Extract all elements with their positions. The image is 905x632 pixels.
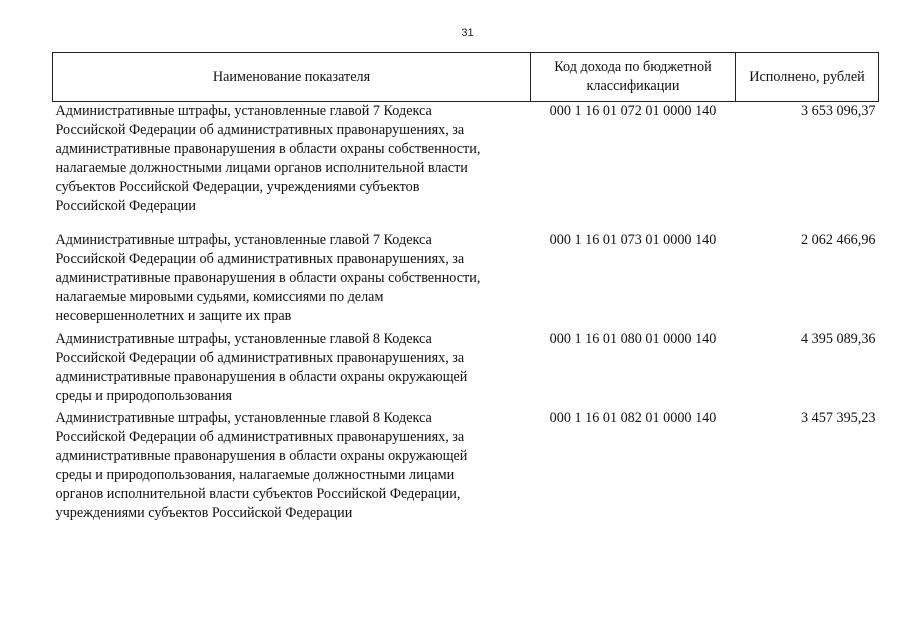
indicator-name-cell xyxy=(53,102,531,232)
revenue-code-cell: 000 1 16 01 080 01 0000 140 xyxy=(549,331,717,347)
table-row xyxy=(53,330,879,409)
budget-revenue-table xyxy=(52,52,879,523)
indicator-name-line: административные правонарушения в области охраны собственности, xyxy=(55,141,481,157)
header-executed-amount: Исполнено, рублей xyxy=(736,53,879,102)
indicator-name-line: органов исполнительной власти субъектов Российской Федерации, xyxy=(55,486,461,502)
indicator-name-line: Административные штрафы, установленные главой 8 Кодекса xyxy=(55,331,432,347)
executed-amount-cell: 3 457 395,23 xyxy=(801,410,876,426)
executed-amount-cell: 2 062 466,96 xyxy=(801,232,876,248)
revenue-code-cell: 000 1 16 01 072 01 0000 140 xyxy=(549,103,717,119)
header-indicator-name: Наименование показателя xyxy=(53,53,531,102)
revenue-code-cell: 000 1 16 01 073 01 0000 140 xyxy=(549,232,717,248)
indicator-name-line: налагаемые должностными лицами органов исполнительной власти xyxy=(55,160,468,176)
page-number: 31 xyxy=(461,27,474,39)
indicator-name-line: Российской Федерации об административных правонарушениях, за xyxy=(55,251,465,267)
indicator-name-line: административные правонарушения в области охраны собственности, xyxy=(55,270,481,286)
indicator-name-line: Административные штрафы, установленные главой 7 Кодекса xyxy=(55,103,432,119)
indicator-name-line: среды и природопользования, налагаемые должностными лицами xyxy=(55,467,455,483)
table-row xyxy=(53,409,879,523)
indicator-name-line: административные правонарушения в области охраны окружающей xyxy=(55,369,468,385)
indicator-name-line: субъектов Российской Федерации, учреждениями субъектов xyxy=(55,179,420,195)
indicator-name-line: среды и природопользования xyxy=(55,388,232,404)
indicator-name-cell xyxy=(53,330,531,409)
table-header-row xyxy=(53,53,879,102)
indicator-name-line: Российской Федерации xyxy=(55,198,196,214)
indicator-name-line: Российской Федерации об административных правонарушениях, за xyxy=(55,350,465,366)
table-row xyxy=(53,102,879,232)
table-row xyxy=(53,231,879,330)
executed-amount-cell: 4 395 089,36 xyxy=(801,331,876,347)
indicator-name-line: налагаемые мировыми судьями, комиссиями по делам xyxy=(55,289,384,305)
indicator-name-line: административные правонарушения в области охраны окружающей xyxy=(55,448,468,464)
indicator-name-line: Административные штрафы, установленные главой 8 Кодекса xyxy=(55,410,432,426)
indicator-name-cell xyxy=(53,231,531,330)
indicator-name-line: Российской Федерации об административных правонарушениях, за xyxy=(55,122,465,138)
revenue-code-cell: 000 1 16 01 082 01 0000 140 xyxy=(549,410,717,426)
indicator-name-cell xyxy=(53,409,531,523)
indicator-name-line: Административные штрафы, установленные главой 7 Кодекса xyxy=(55,232,432,248)
executed-amount-cell: 3 653 096,37 xyxy=(801,103,876,119)
indicator-name-line: учреждениями субъектов Российской Федерации xyxy=(55,505,353,521)
indicator-name-line: несовершеннолетних и защите их прав xyxy=(55,308,292,324)
indicator-name-line: Российской Федерации об административных правонарушениях, за xyxy=(55,429,465,445)
header-revenue-code: Код дохода по бюджетной классификации xyxy=(531,53,736,102)
